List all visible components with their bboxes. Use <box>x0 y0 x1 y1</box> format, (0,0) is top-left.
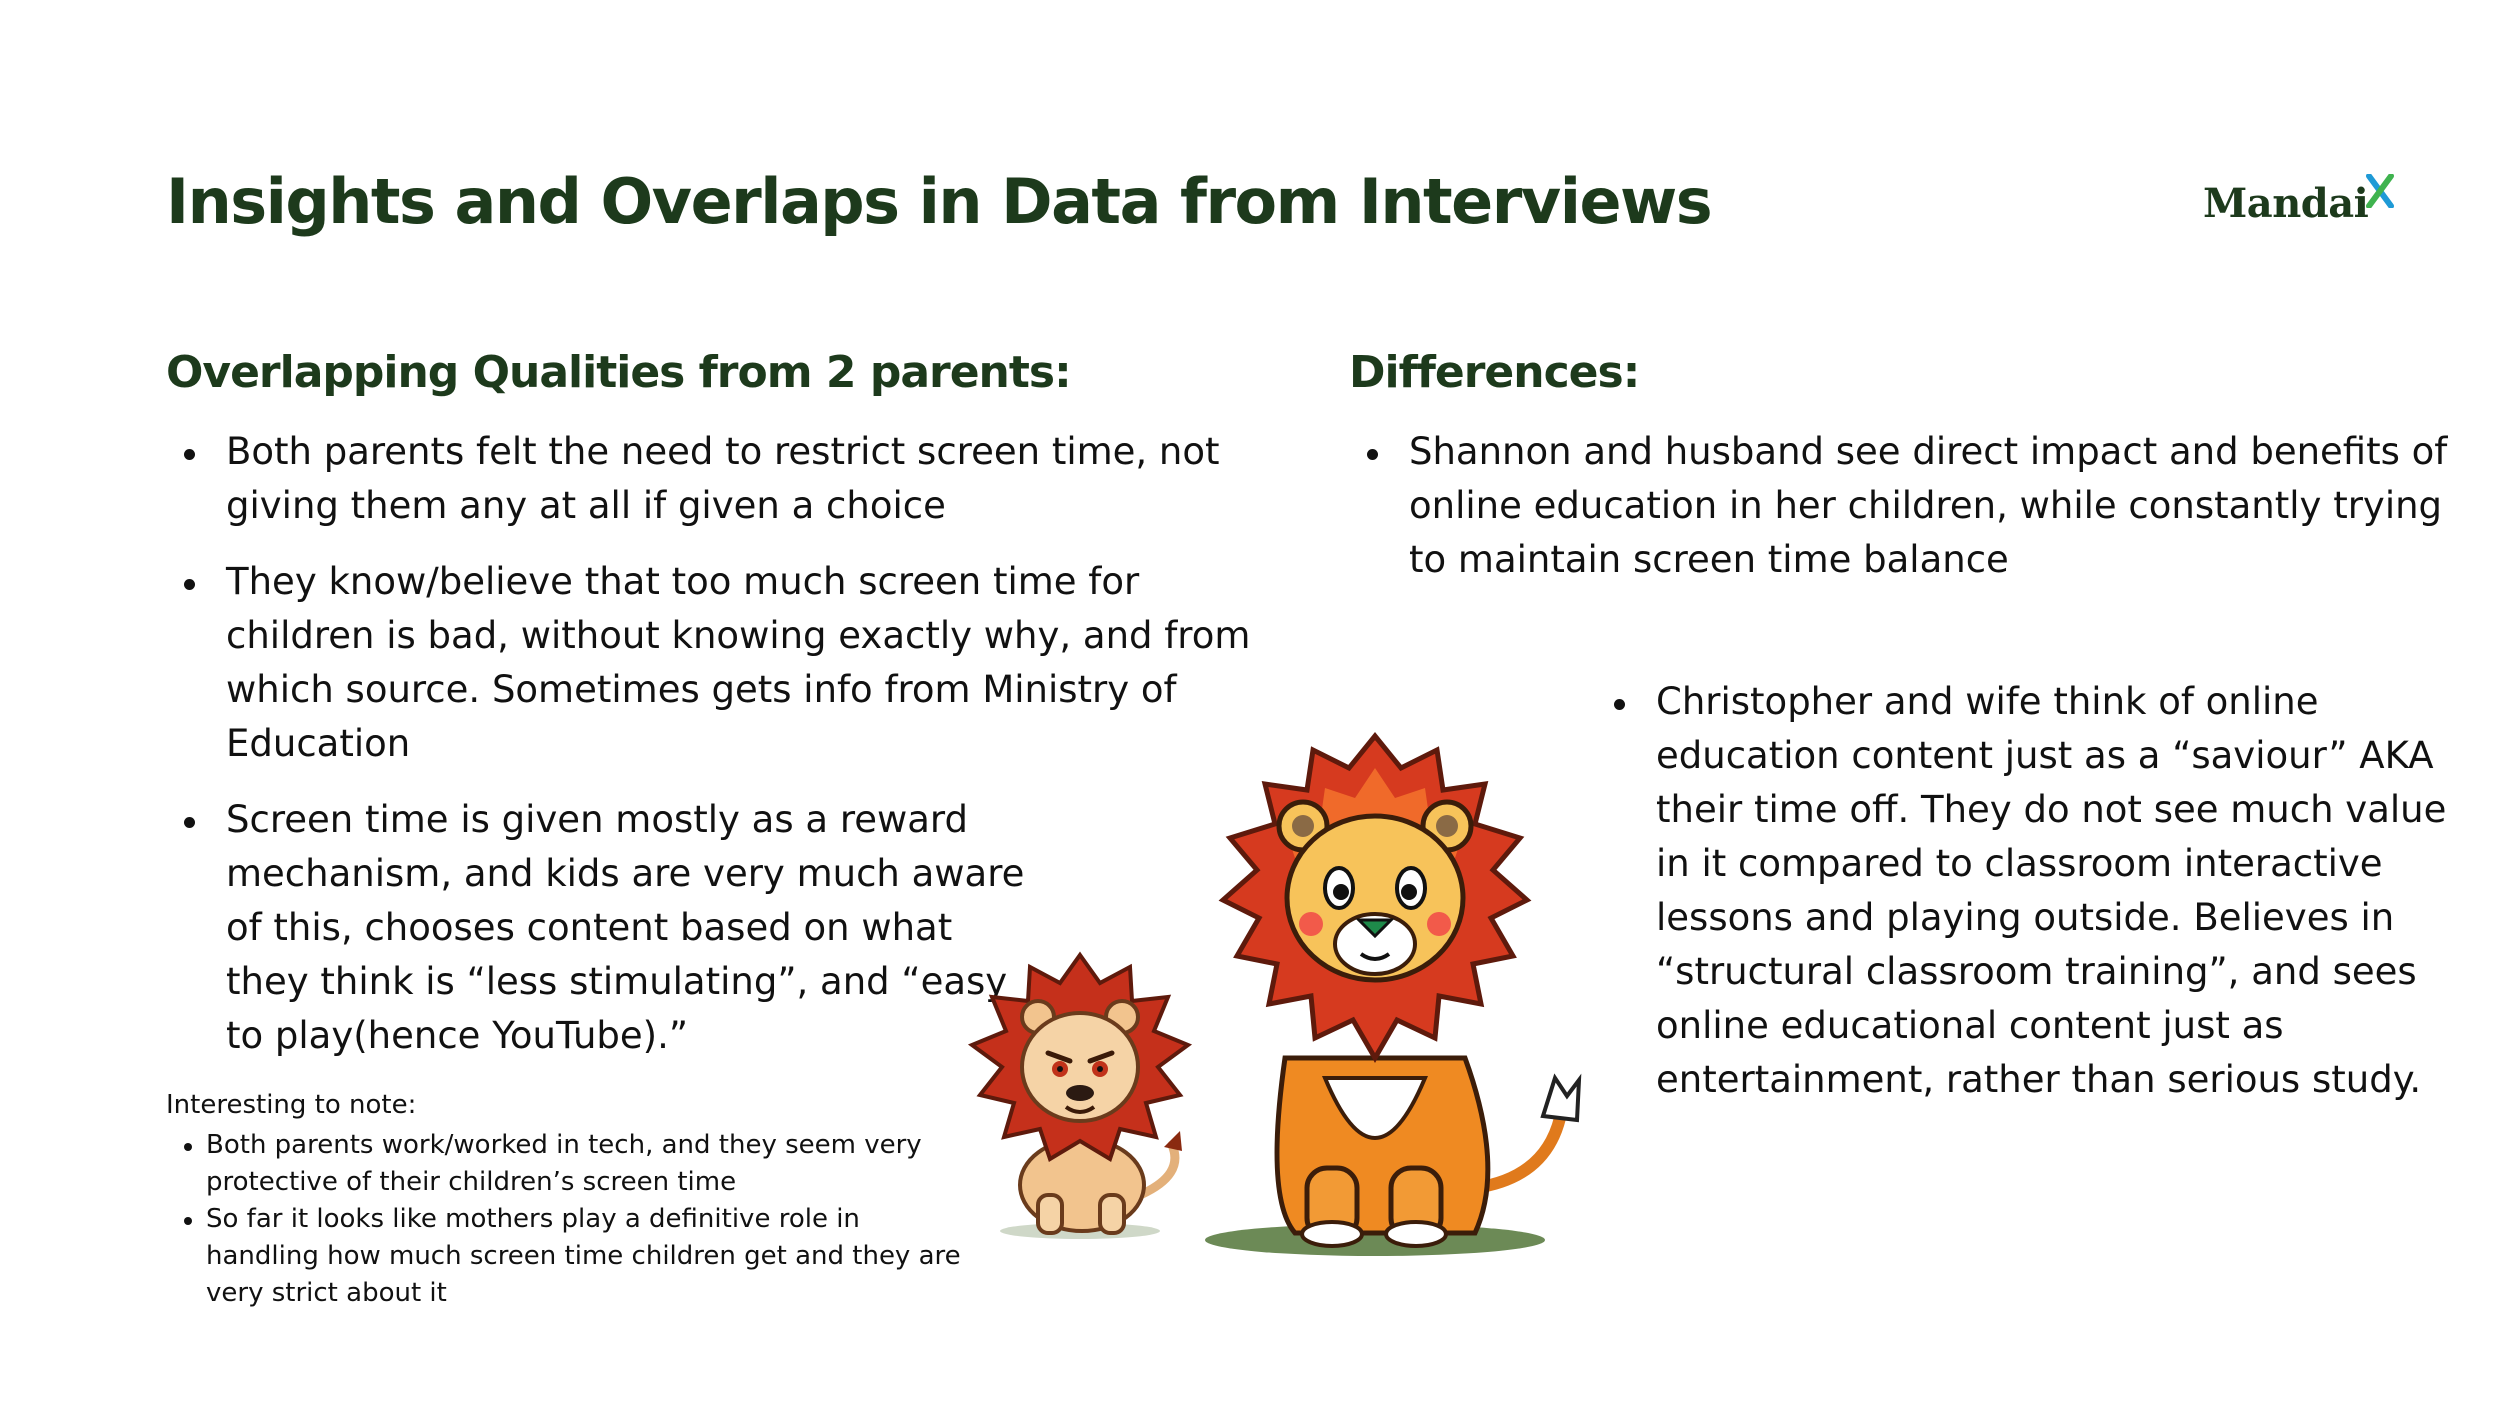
slide-title: Insights and Overlaps in Data from Interviews <box>166 165 1712 238</box>
lion-cub-illustration <box>950 945 1210 1245</box>
logo-wordmark: Mandai <box>2203 180 2369 227</box>
differences-list <box>1349 425 2469 587</box>
difference-item: Christopher and wife think of online education content just as a “saviour” AKA their time off. They do not see much value in it compared to classroom interactive lessons and playing outside. Believes in “structural classroom training”, and sees online educational content just as entertainment, rather than serious study. <box>1596 675 2456 1107</box>
note-list <box>166 1127 966 1312</box>
overlap-heading: Overlapping Qualities from 2 parents: <box>166 347 1071 398</box>
overlap-item: They know/believe that too much screen time for children is bad, without knowing exactly why, and from which source. Sometimes gets info from Ministry of Education <box>166 555 1296 771</box>
note-item: Both parents work/worked in tech, and they seem very protective of their children’s screen time <box>166 1127 966 1201</box>
note-label: Interesting to note: <box>166 1090 417 1120</box>
note-item: So far it looks like mothers play a definitive role in handling how much screen time children get and they are very strict about it <box>166 1201 966 1312</box>
overlap-item: Both parents felt the need to restrict screen time, not giving them any at all if given a choice <box>166 425 1296 533</box>
overlap-item: Screen time is given mostly as a reward mechanism, and kids are very much aware of this, chooses content based on what they think is “less stimulating”, and “easy to play(hence YouTube).” <box>166 793 1026 1063</box>
differences-list-2 <box>1596 675 2456 1107</box>
logo-x-mark-icon <box>2365 174 2395 208</box>
difference-item: Shannon and husband see direct impact and benefits of online education in her children, while constantly trying to maintain screen time balance <box>1349 425 2469 587</box>
mandai-logo <box>2203 180 2413 240</box>
differences-heading: Differences: <box>1349 347 1640 398</box>
lion-illustration <box>1175 728 1595 1263</box>
